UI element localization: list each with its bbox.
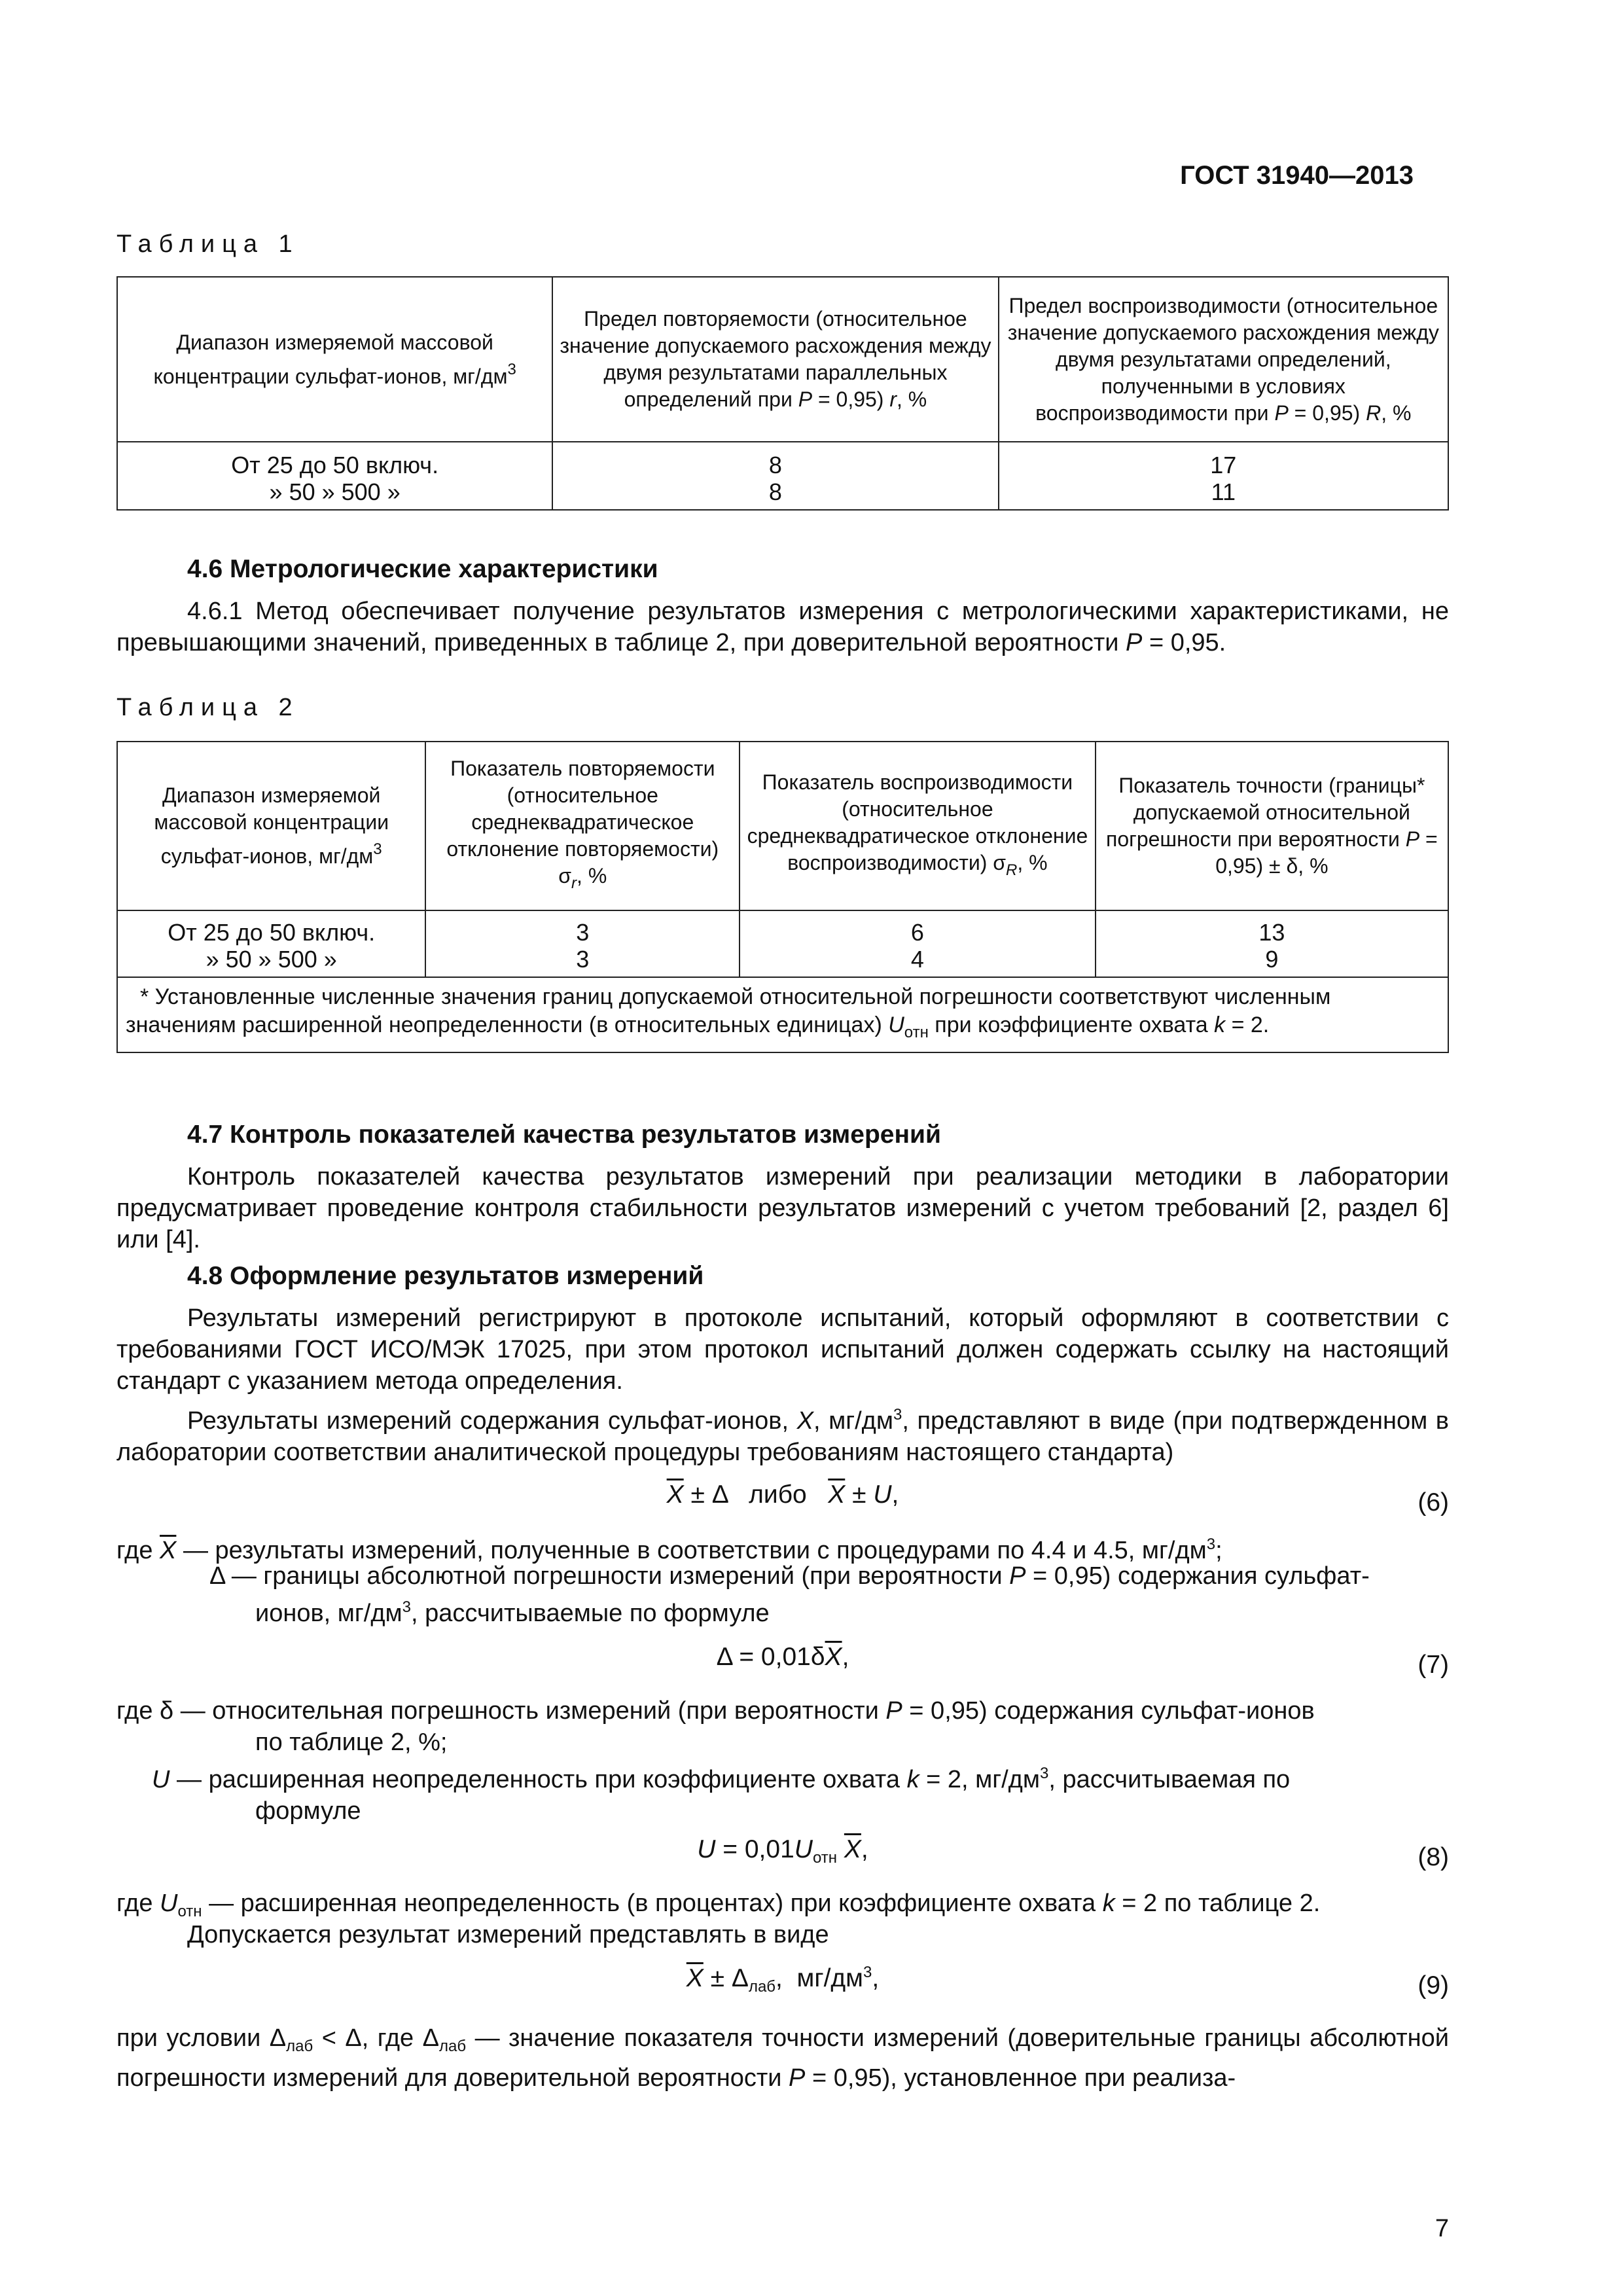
table2-header-row	[117, 742, 1448, 910]
section-4-7-title: 4.7 Контроль показателей качества результатов измерений	[187, 1121, 941, 1149]
equation-7-number: (7)	[1418, 1651, 1449, 1679]
where-8-u-rel: где $U_{отн}$ — расширенная неопределенность (в процентах) при коэффициенте охвата k = 2 по таблице 2.	[116, 1890, 1321, 1920]
table1	[116, 276, 1449, 511]
table1-header-row	[117, 277, 1448, 442]
where-6-delta: Δ — границы абсолютной погрешности измерений (при вероятности P = 0,95) содержания сульфат- ионов, $мг/дм^3$, рассчитываемые по формуле	[209, 1562, 1370, 1627]
table1-col-repeatability: Предел повторяемости (относительное значение допускаемого расхождения между двумя результатами параллельных определений при P = 0,95) r, %	[552, 277, 998, 442]
table2-caption: Таблица 2	[116, 694, 300, 721]
table-row	[117, 442, 1448, 478]
table1-col-range: Диапазон измеряемой массовой концентрации сульфат-ионов, $мг/дм^3$	[117, 277, 552, 442]
table2-col-accuracy: Показатель точности (границы* допускаемой относительной погрешности при вероятности P = 0,95) ± δ, %	[1096, 742, 1448, 910]
table-cell-delta: 9	[1096, 946, 1448, 977]
equation-9-number: (9)	[1418, 1971, 1449, 2000]
table-cell-sR: 6	[740, 910, 1096, 946]
equation-6	[116, 1480, 1449, 1516]
table-row	[117, 946, 1448, 977]
equation-7	[116, 1643, 1449, 1679]
table2-footnote-row	[117, 977, 1448, 1052]
table-cell-range: » 50 » 500 »	[117, 478, 552, 510]
table-cell-r: 8	[552, 478, 998, 510]
equation-6-body: $\overline{X} \pm \Delta$ либо $\overline{X} \pm U$,	[666, 1480, 899, 1509]
equation-6-number: (6)	[1418, 1488, 1449, 1516]
where-7-delta: где δ — относительная погрешность измерений (при вероятности P = 0,95) содержания сульфат-ионов по таблице 2, %;	[116, 1697, 1315, 1756]
table2-footnote: * Установленные численные значения границ допускаемой относительной погрешности соответствуют численным значениям расширенной неопределенности (в относительных единицах) $U_{отн}$ при коэффициенте охвата k = 2.	[117, 977, 1448, 1052]
section-4-6-title: 4.6 Метрологические характеристики	[187, 555, 658, 583]
table-row	[117, 478, 1448, 510]
table-cell-R: 17	[999, 442, 1448, 478]
table-row	[117, 910, 1448, 946]
document-code: ГОСТ 31940—2013	[1180, 161, 1414, 190]
table-cell-range: » 50 » 500 »	[117, 946, 425, 977]
table-cell-range: От 25 до 50 включ.	[117, 910, 425, 946]
table-cell-r: 8	[552, 442, 998, 478]
equation-8	[116, 1835, 1449, 1871]
table-cell-sR: 4	[740, 946, 1096, 977]
where-6-xbar: где $\overline{X}$ — результаты измерений, полученные в соответствии с процедурами по 4.4 и 4.5, $мг/дм^3$;	[116, 1535, 1222, 1564]
page-number: 7	[1435, 2215, 1449, 2242]
table-cell-sr: 3	[425, 910, 740, 946]
section-4-8-paragraph-4: при условии $\Delta_{лаб} < \Delta$, где $\Delta_{лаб}$ — значение показателя точности измерений (доверительные границы абсолютной погрешности измерений для доверительной вероятности P = 0,95), установленное при реализа-	[116, 2024, 1449, 2092]
section-4-8-paragraph-2: Результаты измерений содержания сульфат-ионов, X, $мг/дм^3$, представляют в виде (при подтвержденном в лаборатории соответствии аналитической процедуры требованиям настоящего стандарта)	[116, 1406, 1449, 1466]
section-4-8-paragraph-3: Допускается результат измерений представлять в виде	[187, 1921, 829, 1948]
equation-9	[116, 1964, 1449, 2000]
section-4-8-paragraph-1: Результаты измерений регистрируют в протоколе испытаний, который оформляют в соответствии с требованиями ГОСТ ИСО/МЭК 17025, при этом протокол испытаний должен содержать ссылку на настоящий стандарт с указанием метода определения.	[116, 1304, 1449, 1395]
table2	[116, 741, 1449, 1053]
equation-8-body: $U = 0,01U_{отн}$ $\overline{X}$,	[697, 1835, 868, 1867]
table2-col-repeatability: Показатель повторяемости (относительное среднеквадратическое отклонение повторяемости) $\sigma_r$, %	[425, 742, 740, 910]
table-cell-sr: 3	[425, 946, 740, 977]
table-cell-range: От 25 до 50 включ.	[117, 442, 552, 478]
table-cell-R: 11	[999, 478, 1448, 510]
table2-col-reproducibility: Показатель воспроизводимости (относительное среднеквадратическое отклонение воспроизводимости) $\sigma_R$, %	[740, 742, 1096, 910]
table1-col-reproducibility: Предел воспроизводимости (относительное значение допускаемого расхождения между двумя результатами определений, полученными в условиях воспроизводимости при P = 0,95) R, %	[999, 277, 1448, 442]
section-4-8-title: 4.8 Оформление результатов измерений	[187, 1262, 704, 1290]
section-4-7-text: Контроль показателей качества результатов измерений при реализации методики в лаборатории предусматривает проведение контроля стабильности результатов измерений с учетом требований [2, раздел 6] или [4].	[116, 1163, 1449, 1253]
table-cell-delta: 13	[1096, 910, 1448, 946]
section-4-6-text: 4.6.1 Метод обеспечивает получение результатов измерения с метрологическими характеристиками, не превышающими значений, приведенных в таблице 2, при доверительной вероятности P = 0,95.	[116, 598, 1449, 656]
equation-9-body: $\overline{X} \pm \Delta_{лаб}$, $мг/дм^3$,	[686, 1964, 880, 1996]
equation-8-number: (8)	[1418, 1843, 1449, 1871]
where-7-u: U — расширенная неопределенность при коэффициенте охвата k = 2, $мг/дм^3$, рассчитываемая по формуле	[152, 1765, 1291, 1825]
equation-7-body: $\Delta = 0,01\delta\overline{X}$,	[716, 1643, 849, 1671]
table1-caption: Таблица 1	[116, 230, 300, 258]
table2-col-range: Диапазон измеряемой массовой концентрации сульфат-ионов, $мг/дм^3$	[117, 742, 425, 910]
